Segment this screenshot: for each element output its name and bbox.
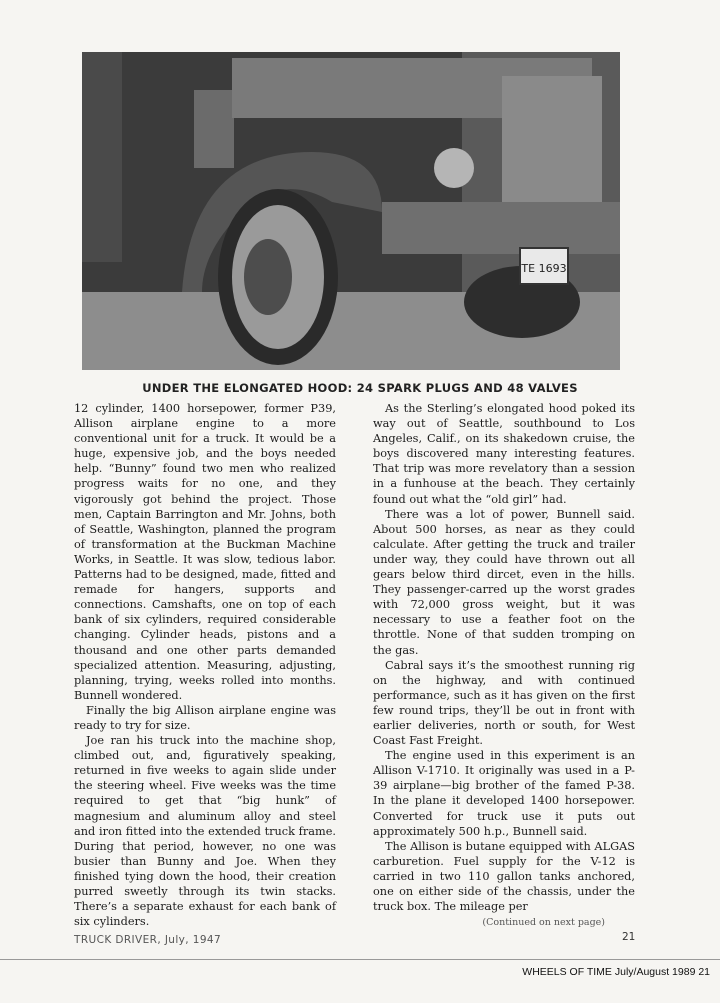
paragraph: Finally the big Allison airplane engine was ready to try for size. <box>74 703 336 732</box>
license-plate: TE 1693 <box>521 262 567 275</box>
paragraph: Cabral says it’s the smoothest running rig on the highway, and with continued performance, such as it has given on the first few round trips, they’ll be out in front with earlier deliveries, north or south, for West Coast Fast Freight. <box>373 658 635 748</box>
paragraph: The Allison is butane equipped with ALGAS carburetion. Fuel supply for the V-12 is carried in two 110 gallon tanks anchored, one on either side of the chassis, under the truck box. The mileage per <box>373 839 635 914</box>
truck-photo <box>82 52 620 370</box>
left-column <box>74 401 336 929</box>
continued-note: (Continued on next page) <box>482 917 605 929</box>
source-credit: TRUCK DRIVER, July, 1947 <box>74 934 222 946</box>
photo-caption: UNDER THE ELONGATED HOOD: 24 SPARK PLUGS AND 48 VALVES <box>142 381 578 395</box>
paragraph: 12 cylinder, 1400 horsepower, former P39, Allison airplane engine to a more conventional unit for a truck. It would be a huge, expensive job, and the boys needed help. “Bunny” found two men who realized progress waits for no one, and they vigorously got behind the project. Those men, Captain Barrington and Mr. Johns, both of Seattle, Washington, planned the program of transformation at the Buckman Machine Works, in Seattle. It was slow, tedious labor. Patterns had to be designed, made, fitted and remade for hangers, supports and connections. Camshafts, one on top of each bank of six cylinders, required considerable changing. Cylinder heads, pistons and a thousand and one other parts demanded specialized attention. Measuring, adjusting, planning, trying, weeks rolled into months. Bunnell wondered. <box>74 402 336 702</box>
paragraph: Joe ran his truck into the machine shop, climbed out, and, figuratively speaking, returned in five weeks to again slide under the steering wheel. Five weeks was the time required to get that “big hunk” of magnesium and aluminum alloy and steel and iron fitted into the extended truck frame. During that period, however, no one was busier than Bunny and Joe. When they finished tying down the hood, their creation purred sweetly through its twin stacks. There’s a separate exhaust for each bank of six cylinders. <box>74 734 336 929</box>
right-column <box>373 401 635 930</box>
paragraph: As the Sterling’s elongated hood poked its way out of Seattle, southbound to Los Angeles, Calif., on its shakedown cruise, the boys discovered many interesting features. That trip was more revelatory than a session in a funhouse at the beach. They certainly found out what the “old girl” had. <box>373 402 635 506</box>
paragraph: The engine used in this experiment is an Allison V-1710. It originally was used in a P-39 airplane—big brother of the famed P-38. In the plane it developed 1400 horsepower. Converted for truck use it puts out approximately 500 h.p., Bunnell said. <box>373 749 635 838</box>
footer-divider <box>0 959 720 960</box>
paragraph: There was a lot of power, Bunnell said. About 500 horses, as near as they could calculate. After getting the truck and trailer under way, they could have thrown out all gears below third dircet, even in the hills. They passenger-carred up the worst grades with 72,000 gross weight, but it was necessary to use a feather foot on the throttle. None of that sudden tromping on the gas. <box>373 507 635 657</box>
magazine-footer: WHEELS OF TIME July/August 1989 21 <box>522 966 710 978</box>
inner-page-number: 21 <box>622 931 636 943</box>
